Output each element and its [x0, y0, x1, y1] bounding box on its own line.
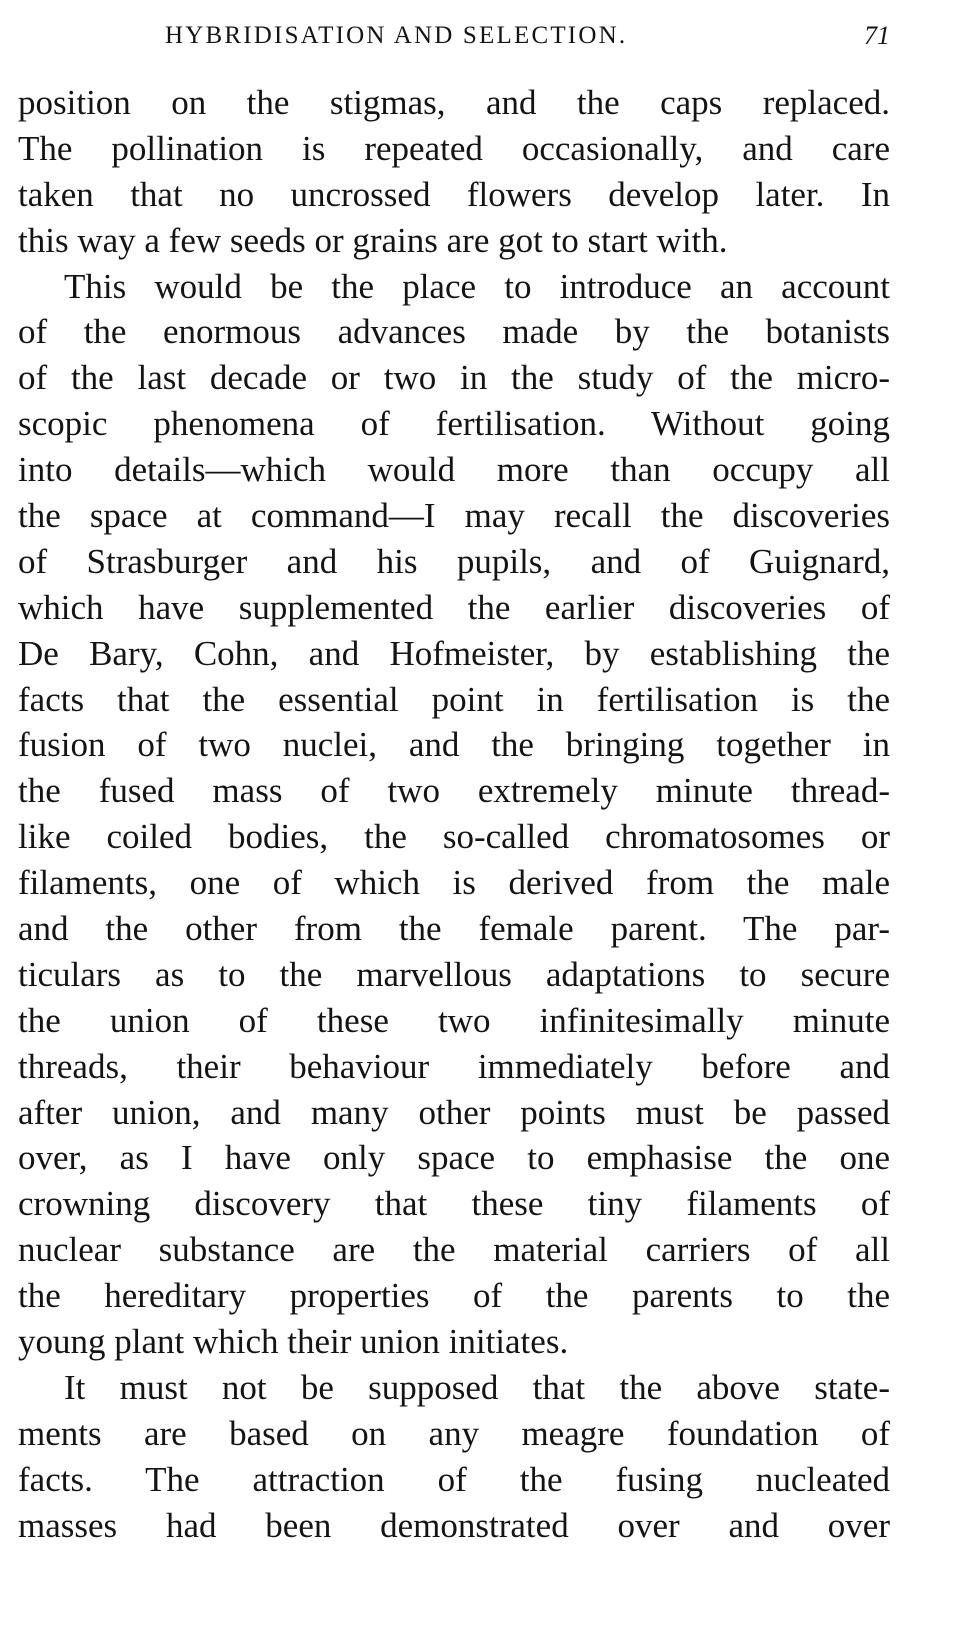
- text-line: nuclear substance are the material carriers of all: [18, 1230, 890, 1270]
- book-page: [18, 0, 890, 1644]
- paragraph-continuation: [18, 80, 890, 264]
- text-line: young plant which their union initiates.: [18, 1322, 569, 1362]
- text-line: like coiled bodies, the so-called chromatosomes or: [18, 817, 890, 857]
- text-line: the fused mass of two extremely minute thread-: [18, 771, 890, 811]
- text-line: the hereditary properties of the parents to the: [18, 1276, 890, 1316]
- text-line: ticulars as to the marvellous adaptations to secure: [18, 954, 890, 994]
- text-line: ments are based on any meagre foundation of: [18, 1413, 890, 1453]
- text-line: and the other from the female parent. The par-: [18, 909, 890, 949]
- body-text: [18, 80, 890, 1549]
- text-line: The pollination is repeated occasionally, and care: [18, 128, 890, 168]
- text-line: position on the stigmas, and the caps replaced.: [18, 83, 890, 122]
- text-line: fusion of two nuclei, and the bringing together in: [18, 725, 890, 765]
- running-head: [18, 16, 890, 56]
- text-line: of the enormous advances made by the botanists: [18, 312, 890, 352]
- running-title: HYBRIDISATION AND SELECTION.: [165, 22, 628, 49]
- text-line: facts that the essential point in fertilisation is the: [18, 679, 890, 719]
- text-line: scopic phenomena of fertilisation. Without going: [18, 404, 890, 444]
- text-line: of Strasburger and his pupils, and of Guignard,: [18, 541, 890, 581]
- text-line: into details—which would more than occupy all: [18, 450, 890, 490]
- text-line: over, as I have only space to emphasise the one: [18, 1138, 890, 1178]
- text-line: masses had been demonstrated over and over: [18, 1505, 890, 1545]
- text-line: This would be the place to introduce an account: [64, 266, 890, 306]
- paragraph-fertilisation: [18, 264, 890, 1365]
- text-line: after union, and many other points must be passed: [18, 1092, 890, 1132]
- text-line: crowning discovery that these tiny filaments of: [18, 1184, 890, 1224]
- text-line: this way a few seeds or grains are got to start with.: [18, 220, 728, 260]
- page-number: 71: [864, 21, 890, 50]
- text-line: It must not be supposed that the above state-: [64, 1367, 890, 1407]
- paragraph-statements: [18, 1365, 890, 1549]
- text-line: of the last decade or two in the study of the micro-: [18, 358, 890, 398]
- text-line: the space at command—I may recall the discoveries: [18, 496, 890, 536]
- text-line: De Bary, Cohn, and Hofmeister, by establishing the: [18, 633, 890, 673]
- text-line: the union of these two infinitesimally minute: [18, 1000, 890, 1040]
- text-line: facts. The attraction of the fusing nucleated: [18, 1459, 890, 1499]
- text-line: taken that no uncrossed flowers develop later. In: [18, 174, 890, 214]
- text-line: filaments, one of which is derived from the male: [18, 863, 890, 903]
- text-line: which have supplemented the earlier discoveries of: [18, 587, 890, 627]
- text-line: threads, their behaviour immediately before and: [18, 1046, 890, 1086]
